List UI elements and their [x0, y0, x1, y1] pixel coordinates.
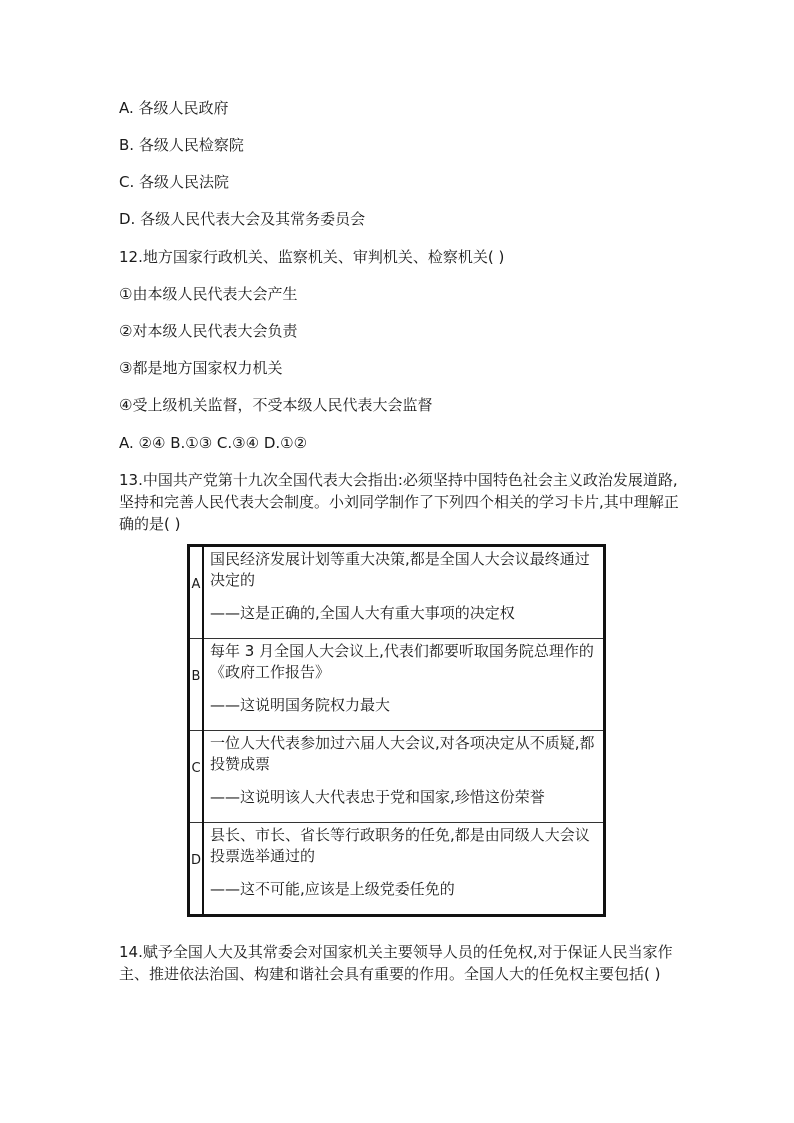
card-content: [203, 731, 605, 823]
card-letter: C: [189, 731, 204, 823]
card-letter: B: [189, 639, 204, 731]
card-comment: ——这是正确的,全国人大有重大事项的决定权: [210, 604, 515, 622]
card-content: [203, 823, 605, 916]
q12-options: A. ②④ B.①③ C.③④ D.①②: [119, 434, 308, 452]
q12-stem: 12.地方国家行政机关、监察机关、审判机关、检察机关( ): [119, 248, 505, 266]
card-text: 国民经济发展计划等重大决策,都是全国人大会议最终通过决定的: [210, 550, 590, 589]
q12-statement-2: ②对本级人民代表大会负责: [119, 322, 298, 340]
q12-statement-3: ③都是地方国家权力机关: [119, 359, 283, 377]
q13-card-table: [187, 544, 606, 917]
card-comment: ——这说明国务院权力最大: [210, 696, 391, 714]
card-b: [189, 639, 605, 731]
card-letter: A: [189, 546, 204, 639]
card-text: 每年 3 月全国人大会议上,代表们都要听取国务院总理作的《政府工作报告》: [210, 642, 594, 681]
card-text: 一位人大代表参加过六届人大会议,对各项决定从不质疑,都投赞成票: [210, 734, 595, 773]
card-content: [203, 546, 605, 639]
card-a: [189, 546, 605, 639]
card-c: [189, 731, 605, 823]
card-comment: ——这不可能,应该是上级党委任免的: [210, 880, 455, 898]
q11-option-b: B. 各级人民检察院: [119, 136, 244, 154]
card-d: [189, 823, 605, 916]
q13-stem: 13.中国共产党第十九次全国代表大会指出:必须坚持中国特色社会主义政治发展道路,坚持和完善人民代表大会制度。小刘同学制作了下列四个相关的学习卡片,其中理解正确的是( ): [119, 471, 679, 533]
q11-option-c: C. 各级人民法院: [119, 173, 230, 191]
card-letter: D: [189, 823, 204, 916]
q11-option-d: D. 各级人民代表大会及其常务委员会: [119, 210, 366, 228]
q12-statement-4: ④受上级机关监督，不受本级人民代表大会监督: [119, 396, 433, 414]
q12-statement-1: ①由本级人民代表大会产生: [119, 285, 298, 303]
card-content: [203, 639, 605, 731]
card-comment: ——这说明该人大代表忠于党和国家,珍惜这份荣誉: [210, 788, 545, 806]
q11-option-a: A. 各级人民政府: [119, 99, 229, 117]
card-text: 县长、市长、省长等行政职务的任免,都是由同级人大会议投票选举通过的: [210, 826, 590, 865]
q14-stem: 14.赋予全国人大及其常委会对国家机关主要领导人员的任免权,对于保证人民当家作主、推进依法治国、构建和谐社会具有重要的作用。全国人大的任免权主要包括( ): [119, 943, 673, 983]
